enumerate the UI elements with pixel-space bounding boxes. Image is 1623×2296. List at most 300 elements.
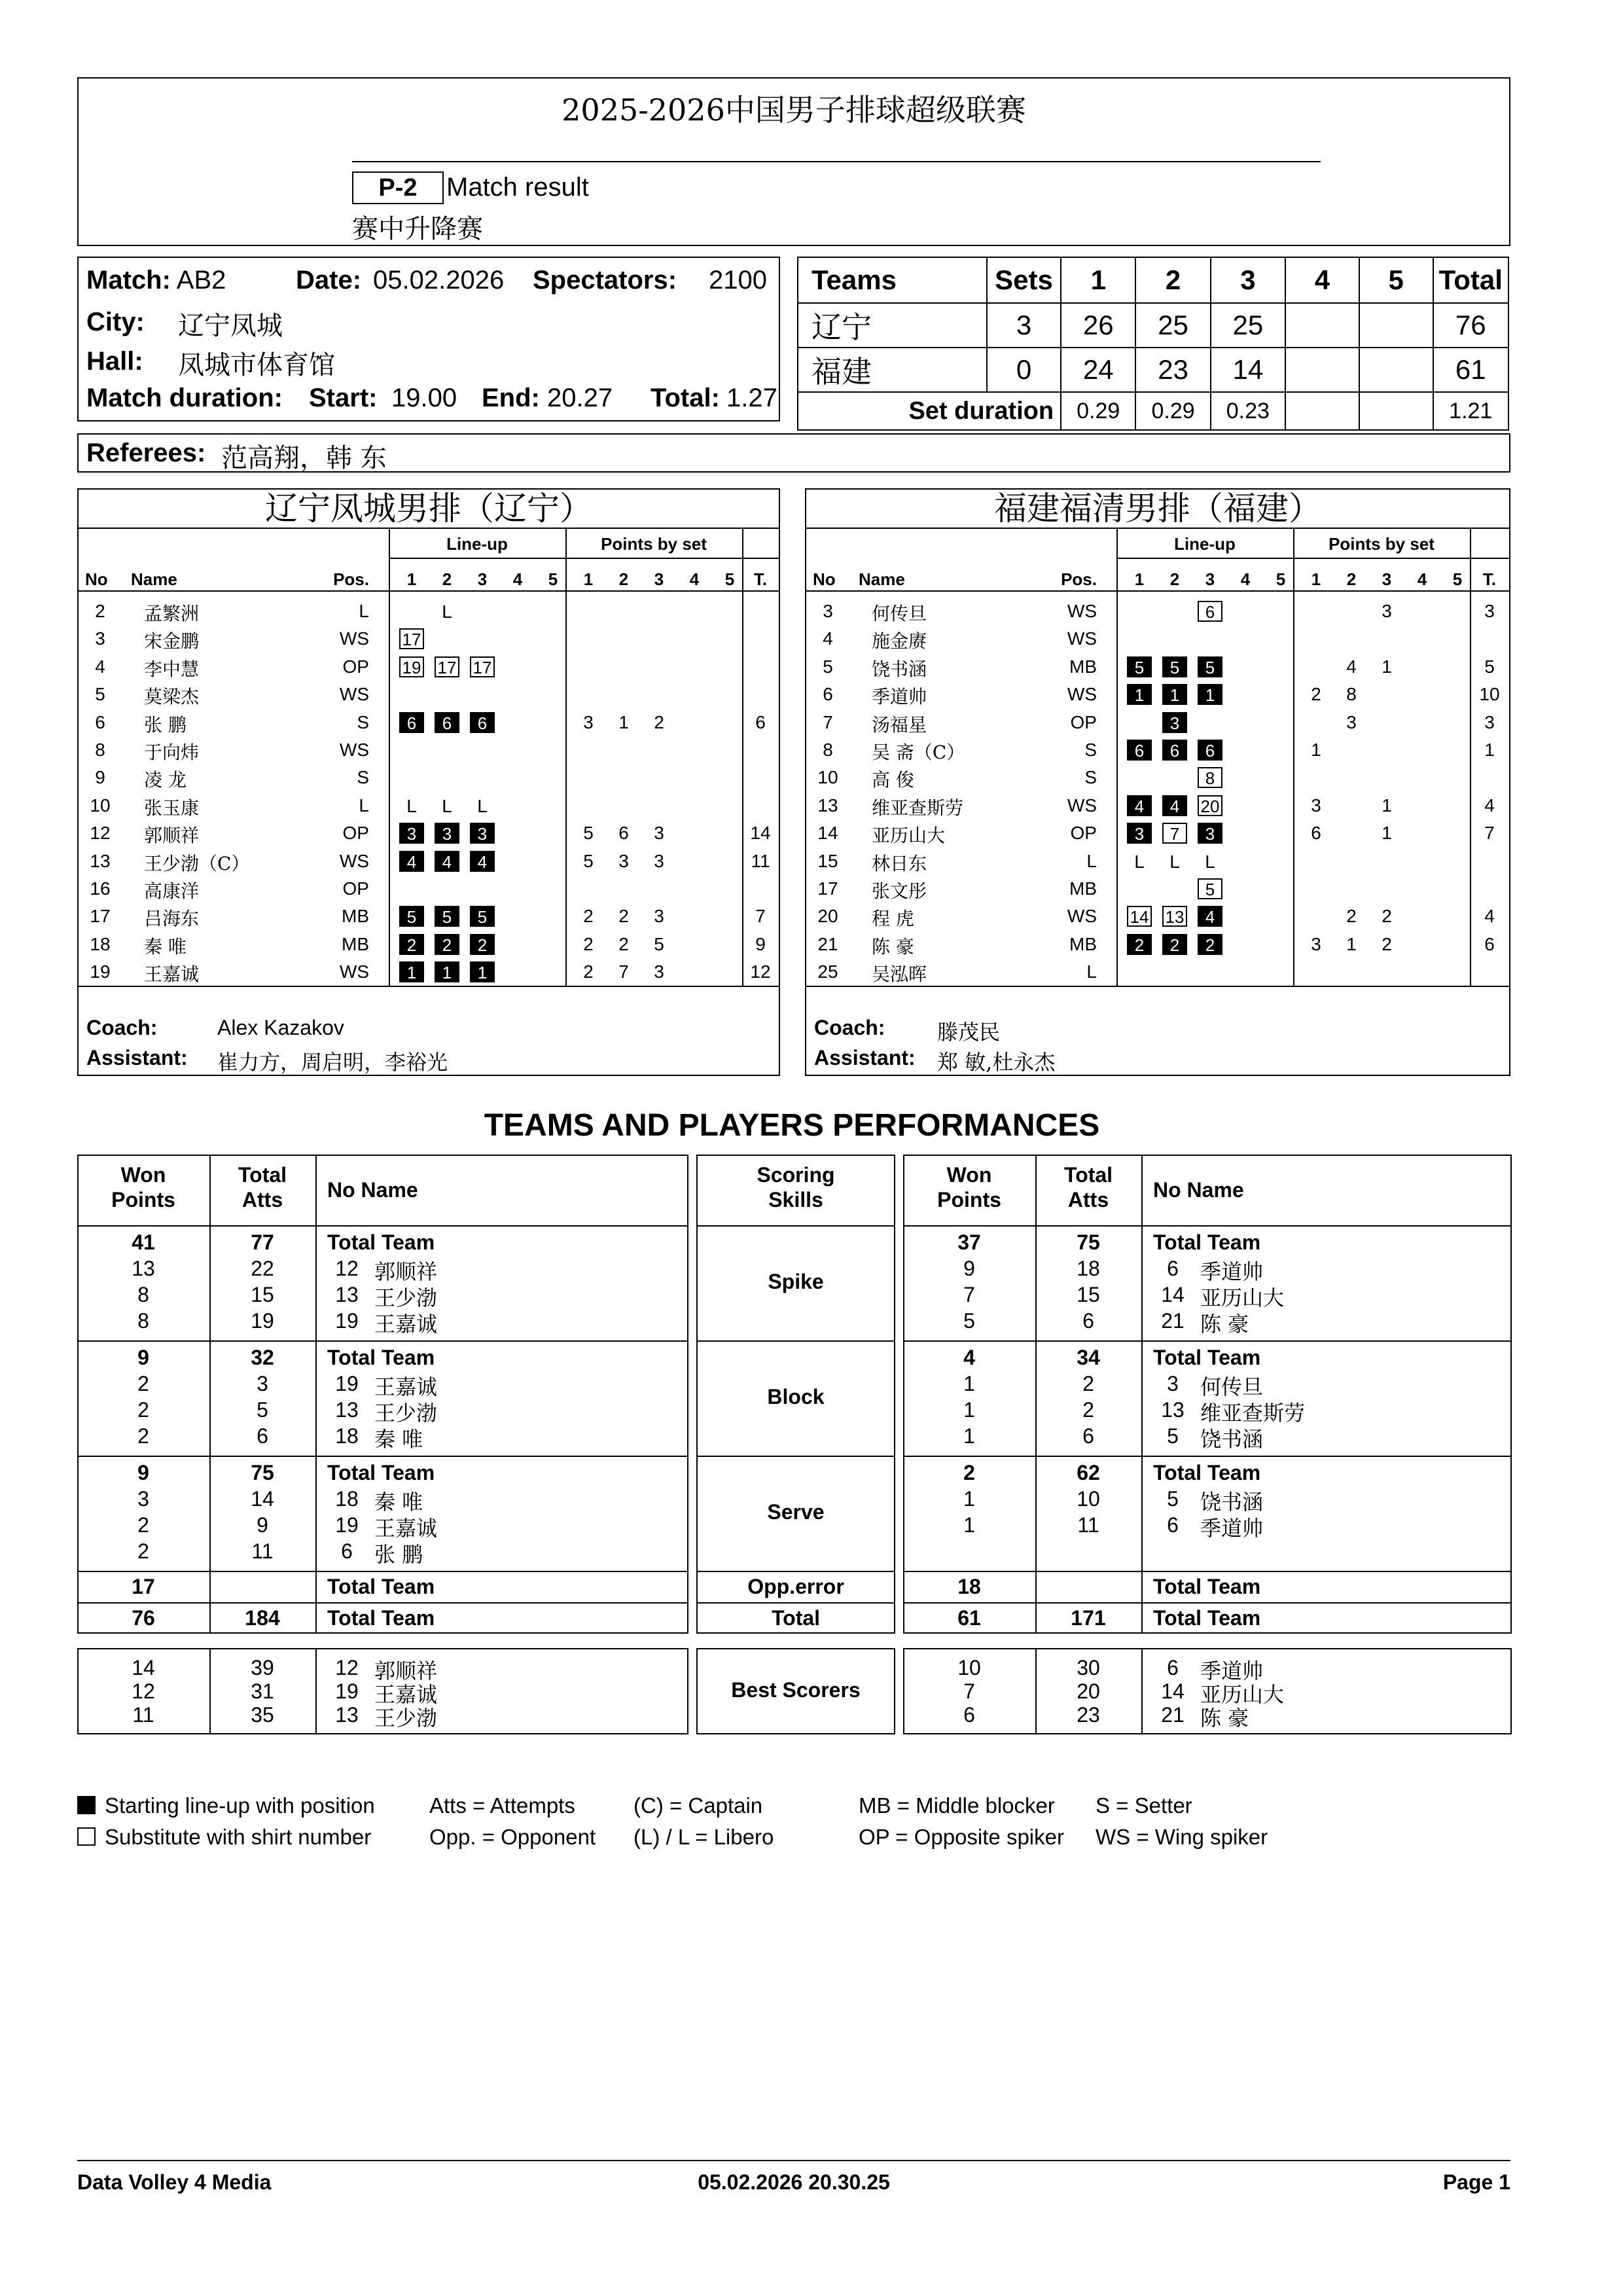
won-points-header-away: Won Points bbox=[937, 1163, 1001, 1211]
set-points: 2 bbox=[1382, 933, 1392, 954]
starting-lineup-position: 1 bbox=[399, 961, 424, 982]
total-team-label: Total Team bbox=[327, 1461, 435, 1484]
total-atts: 18 bbox=[1077, 1257, 1100, 1280]
hall-row bbox=[86, 347, 335, 380]
duration-row bbox=[86, 384, 777, 413]
player-number: 5 bbox=[1167, 1424, 1179, 1448]
lineup-set-header: 5 bbox=[1275, 569, 1286, 589]
player-number: 2 bbox=[95, 601, 105, 621]
total-team-label: Total Team bbox=[327, 1606, 435, 1630]
total-atts: 14 bbox=[251, 1487, 274, 1511]
total-atts: 31 bbox=[251, 1679, 274, 1703]
header-divider bbox=[389, 558, 779, 559]
won-points: 3 bbox=[137, 1487, 149, 1511]
player-position: WS bbox=[339, 684, 369, 705]
substitute-shirt-number: 6 bbox=[1198, 601, 1222, 622]
total-team-label: Total Team bbox=[1153, 1346, 1261, 1369]
won-points: 1 bbox=[963, 1372, 975, 1395]
score-row-home bbox=[798, 303, 1508, 348]
starting-lineup-position: 6 bbox=[435, 712, 459, 733]
substitute-shirt-number: 7 bbox=[1162, 823, 1187, 844]
row-divider bbox=[77, 1571, 688, 1572]
total-atts: 22 bbox=[251, 1257, 274, 1280]
total-points: 4 bbox=[1484, 795, 1495, 816]
referees-box bbox=[77, 433, 1510, 473]
won-points: 1 bbox=[963, 1398, 975, 1422]
player-number: 6 bbox=[1167, 1513, 1179, 1537]
won-points: 6 bbox=[963, 1703, 975, 1727]
score-s4 bbox=[1285, 303, 1359, 348]
legend-starting bbox=[77, 1793, 375, 1818]
set-duration: 1.21 bbox=[1433, 392, 1508, 430]
score-s2: 23 bbox=[1135, 348, 1210, 392]
column-divider bbox=[315, 1648, 317, 1734]
player-name: 施金赓 bbox=[872, 630, 927, 653]
libero-marker: L bbox=[406, 795, 417, 816]
team-b-title: 福建福清男排（福建） bbox=[806, 490, 1509, 529]
player-name: 张 鹏 bbox=[144, 713, 187, 736]
city-label: City: bbox=[86, 308, 145, 336]
legend-op: OP = Opposite spiker bbox=[859, 1825, 1064, 1849]
column-divider bbox=[1141, 1648, 1143, 1734]
player-name: 季道帅 bbox=[1200, 1259, 1264, 1284]
player-name: 程 虎 bbox=[872, 908, 914, 930]
player-position: WS bbox=[339, 961, 369, 982]
points-set-header: 1 bbox=[583, 569, 594, 589]
starting-lineup-position: 2 bbox=[399, 934, 424, 955]
won-points: 7 bbox=[963, 1283, 975, 1306]
player-name: 吴泓晖 bbox=[872, 963, 927, 986]
score-header-set3: 3 bbox=[1211, 257, 1285, 303]
team-b-box bbox=[805, 488, 1510, 1076]
skill-label: Block bbox=[767, 1385, 825, 1408]
total-skill-label: Total bbox=[771, 1606, 821, 1630]
player-number: 5 bbox=[95, 684, 105, 705]
player-position: OP bbox=[1070, 823, 1097, 844]
player-position: L bbox=[1086, 961, 1097, 982]
pos-header: Pos. bbox=[1061, 569, 1097, 589]
name-header: Name bbox=[131, 569, 177, 589]
starting-lineup-position: 5 bbox=[435, 906, 459, 927]
player-number: 14 bbox=[1161, 1283, 1185, 1306]
set-duration bbox=[1359, 392, 1433, 430]
referees-label: Referees: bbox=[86, 439, 206, 467]
match-row bbox=[86, 266, 774, 295]
match-info-box bbox=[77, 257, 780, 422]
set-points: 5 bbox=[583, 850, 594, 871]
score-header-set5: 5 bbox=[1359, 257, 1433, 303]
legend-captain: (C) = Captain bbox=[633, 1793, 763, 1818]
player-number: 10 bbox=[817, 767, 838, 788]
player-position: WS bbox=[1067, 601, 1097, 621]
total-points: 7 bbox=[755, 906, 766, 927]
won-points: 41 bbox=[132, 1230, 155, 1254]
player-number: 3 bbox=[1167, 1372, 1179, 1395]
starting-lineup-position: 1 bbox=[470, 961, 495, 982]
league-title: 2025-2026中国男子排球超级联赛 bbox=[562, 92, 1026, 128]
player-number: 13 bbox=[335, 1703, 359, 1727]
starting-lineup-position: 2 bbox=[470, 934, 495, 955]
player-number: 5 bbox=[823, 656, 833, 677]
match-value: AB2 bbox=[176, 266, 226, 295]
legend bbox=[77, 1793, 1510, 1865]
player-name: 王少渤 bbox=[374, 1706, 438, 1731]
player-name: 亚历山大 bbox=[1200, 1285, 1285, 1310]
won-points: 2 bbox=[963, 1461, 975, 1484]
player-number: 12 bbox=[335, 1656, 359, 1679]
best-scorers-label: Best Scorers bbox=[731, 1678, 861, 1702]
player-name: 张 鹏 bbox=[374, 1542, 423, 1567]
lineup-set-header: 1 bbox=[1134, 569, 1145, 589]
starting-lineup-position: 1 bbox=[435, 961, 459, 982]
total-points: 6 bbox=[755, 711, 766, 732]
total-points: 3 bbox=[1484, 711, 1495, 732]
starting-lineup-position: 6 bbox=[470, 712, 495, 733]
code-badge bbox=[352, 171, 444, 204]
starting-lineup-position: 6 bbox=[1162, 740, 1187, 761]
no-name-header-away: No Name bbox=[1153, 1178, 1244, 1202]
player-position: S bbox=[357, 767, 369, 788]
player-number: 13 bbox=[335, 1398, 359, 1422]
row-divider bbox=[903, 1340, 1512, 1342]
lineup-header: Line-up bbox=[1174, 534, 1236, 554]
libero-marker: L bbox=[1205, 851, 1215, 872]
performances-title: TEAMS AND PLAYERS PERFORMANCES bbox=[484, 1108, 1100, 1143]
won-points: 13 bbox=[132, 1257, 155, 1280]
substitute-shirt-number: 17 bbox=[399, 628, 424, 649]
total-atts: 2 bbox=[1082, 1372, 1094, 1395]
player-name: 秦 唯 bbox=[144, 935, 187, 958]
total-points: 7 bbox=[1484, 823, 1495, 844]
hall-value: 凤城市体育馆 bbox=[178, 350, 335, 380]
player-position: L bbox=[1086, 850, 1097, 871]
set-points: 2 bbox=[654, 711, 664, 732]
points-set-header: 2 bbox=[1346, 569, 1357, 589]
player-number: 13 bbox=[817, 795, 838, 816]
won-points: 8 bbox=[137, 1283, 149, 1306]
score-header-set1: 1 bbox=[1061, 257, 1135, 303]
lineup-set-header: 3 bbox=[477, 569, 488, 589]
spectators-label: Spectators: bbox=[533, 266, 677, 295]
points-set-header: 5 bbox=[724, 569, 735, 589]
total-atts: 39 bbox=[251, 1656, 274, 1679]
team-b-coach-row bbox=[814, 1016, 1001, 1045]
score-team: 辽宁 bbox=[798, 303, 987, 348]
player-number: 7 bbox=[823, 711, 833, 732]
team-a-coach-row bbox=[86, 1016, 344, 1040]
won-points: 14 bbox=[132, 1656, 155, 1679]
won-points: 9 bbox=[963, 1257, 975, 1280]
phase: 赛中升降赛 bbox=[352, 214, 483, 244]
substitute-square-icon bbox=[77, 1827, 96, 1846]
total-points: 14 bbox=[750, 823, 771, 844]
player-name: 王嘉诚 bbox=[374, 1374, 438, 1399]
score-s1: 26 bbox=[1061, 303, 1135, 348]
total-label: Total: bbox=[651, 384, 720, 412]
total-team-label: Total Team bbox=[327, 1230, 435, 1254]
team-a-box bbox=[77, 488, 780, 1076]
skill-label: Spike bbox=[768, 1270, 824, 1293]
total-atts-header-home: Total Atts bbox=[238, 1163, 287, 1211]
player-number: 4 bbox=[823, 628, 833, 649]
player-position: OP bbox=[342, 878, 369, 899]
player-name: 秦 唯 bbox=[374, 1427, 423, 1452]
score-header-sets: Sets bbox=[987, 257, 1061, 303]
legend-mb: MB = Middle blocker bbox=[859, 1793, 1055, 1818]
total-atts: 62 bbox=[1077, 1461, 1100, 1484]
points-set-header: 4 bbox=[689, 569, 700, 589]
score-table bbox=[797, 257, 1509, 431]
city-value: 辽宁凤城 bbox=[178, 311, 283, 341]
player-name: 高 俊 bbox=[872, 769, 914, 791]
end-label: End: bbox=[482, 384, 540, 412]
starting-lineup-position: 6 bbox=[1127, 740, 1152, 761]
assistant-value: 郑 敏,杜永杰 bbox=[937, 1050, 1056, 1075]
lineup-set-header: 4 bbox=[1240, 569, 1251, 589]
total-points: 12 bbox=[750, 961, 771, 982]
set-duration bbox=[1285, 392, 1359, 430]
player-name: 吕海东 bbox=[144, 908, 200, 930]
starting-square-icon bbox=[77, 1796, 96, 1814]
player-number: 25 bbox=[817, 961, 838, 982]
total-points: 11 bbox=[751, 850, 770, 871]
set-points: 2 bbox=[583, 933, 594, 954]
total-team-label: Total Team bbox=[1153, 1230, 1261, 1254]
set-points: 3 bbox=[583, 711, 594, 732]
total-atts: 30 bbox=[1077, 1656, 1100, 1679]
won-points: 37 bbox=[957, 1230, 981, 1254]
substitute-shirt-number: 17 bbox=[470, 656, 495, 677]
player-name: 汤福星 bbox=[872, 713, 927, 736]
set-duration: 0.23 bbox=[1211, 392, 1285, 430]
hall-label: Hall: bbox=[86, 347, 143, 376]
set-points: 2 bbox=[583, 906, 594, 927]
player-name: 于向炜 bbox=[144, 742, 200, 763]
won-points: 9 bbox=[137, 1461, 149, 1484]
player-number: 3 bbox=[823, 601, 833, 621]
won-points: 9 bbox=[137, 1346, 149, 1369]
lineup-set-header: 3 bbox=[1205, 569, 1215, 589]
set-points: 2 bbox=[618, 933, 629, 954]
legend-atts: Atts = Attempts bbox=[429, 1793, 575, 1818]
score-sets: 3 bbox=[987, 303, 1061, 348]
total-atts: 171 bbox=[1071, 1606, 1106, 1630]
row-divider bbox=[696, 1571, 895, 1572]
player-name: 王嘉诚 bbox=[374, 1312, 438, 1336]
libero-marker: L bbox=[442, 795, 452, 816]
opp-error-skill-label: Opp.error bbox=[747, 1575, 844, 1598]
won-points: 2 bbox=[137, 1424, 149, 1448]
match-label: Match: bbox=[86, 266, 171, 295]
starting-lineup-position: 1 bbox=[1198, 684, 1222, 705]
total-atts: 3 bbox=[257, 1372, 268, 1395]
total-atts: 11 bbox=[1077, 1513, 1099, 1537]
player-number: 6 bbox=[95, 711, 105, 732]
total-atts: 10 bbox=[1077, 1487, 1100, 1511]
coach-value: 滕茂民 bbox=[937, 1020, 1001, 1045]
end-value: 20.27 bbox=[547, 384, 613, 412]
scoring-skills-header: Scoring Skills bbox=[757, 1163, 835, 1211]
starting-lineup-position: 6 bbox=[1198, 740, 1222, 761]
starting-lineup-position: 4 bbox=[1198, 906, 1222, 927]
player-name: 王嘉诚 bbox=[144, 963, 200, 986]
total-atts: 35 bbox=[251, 1703, 274, 1727]
score-total: 61 bbox=[1433, 348, 1508, 392]
player-number: 12 bbox=[90, 823, 111, 844]
starting-lineup-position: 6 bbox=[399, 712, 424, 733]
player-name: 陈 豪 bbox=[1200, 1706, 1249, 1731]
player-number: 8 bbox=[823, 740, 833, 760]
total-atts: 75 bbox=[1077, 1230, 1100, 1254]
won-points: 1 bbox=[963, 1487, 975, 1511]
player-number: 17 bbox=[90, 906, 111, 927]
points-set-header: 5 bbox=[1452, 569, 1463, 589]
score-header-teams: Teams bbox=[798, 257, 987, 303]
player-name: 孟繁洲 bbox=[144, 603, 200, 624]
starting-lineup-position: 3 bbox=[1198, 823, 1222, 844]
player-position: OP bbox=[1070, 711, 1097, 732]
set-points: 1 bbox=[1382, 823, 1392, 844]
player-name: 季道帅 bbox=[872, 686, 927, 708]
libero-marker: L bbox=[1134, 851, 1145, 872]
player-number: 19 bbox=[335, 1679, 359, 1703]
score-s5 bbox=[1359, 303, 1433, 348]
player-name: 郭顺祥 bbox=[374, 1259, 438, 1284]
player-name: 饶书涵 bbox=[1200, 1490, 1264, 1515]
player-number: 18 bbox=[90, 933, 111, 954]
player-number: 18 bbox=[335, 1487, 359, 1511]
set-points: 2 bbox=[583, 961, 594, 982]
coach-label: Coach: bbox=[86, 1016, 158, 1039]
t-header: T. bbox=[1482, 569, 1497, 589]
set-points: 8 bbox=[1346, 684, 1357, 705]
total-atts: 9 bbox=[257, 1513, 268, 1537]
lineup-set-header: 2 bbox=[442, 569, 452, 589]
won-points: 12 bbox=[132, 1679, 155, 1703]
player-position: WS bbox=[339, 740, 369, 760]
starting-lineup-position: 5 bbox=[1198, 656, 1222, 677]
player-name: 王少渤 bbox=[374, 1285, 438, 1310]
player-name: 吴 斋（C） bbox=[872, 742, 965, 763]
player-name: 王少渤 bbox=[374, 1401, 438, 1426]
set-points: 4 bbox=[1346, 656, 1357, 677]
set-points: 1 bbox=[1346, 933, 1357, 954]
row-divider bbox=[77, 1225, 688, 1227]
set-points: 2 bbox=[1382, 906, 1392, 927]
player-position: WS bbox=[339, 628, 369, 649]
set-points: 1 bbox=[1311, 740, 1321, 760]
player-name: 维亚查斯劳 bbox=[872, 797, 964, 819]
starting-lineup-position: 3 bbox=[399, 823, 424, 844]
legend-substitute-text: Substitute with shirt number bbox=[105, 1825, 372, 1849]
libero-marker: L bbox=[1169, 851, 1180, 872]
substitute-shirt-number: 19 bbox=[399, 656, 424, 677]
score-s5 bbox=[1359, 348, 1433, 392]
player-name: 何传旦 bbox=[1200, 1374, 1264, 1399]
total-value: 1.27 bbox=[726, 384, 777, 412]
player-number: 6 bbox=[1167, 1257, 1179, 1280]
player-position: WS bbox=[1067, 795, 1097, 816]
set-points: 3 bbox=[618, 850, 629, 871]
won-points: 18 bbox=[957, 1575, 981, 1598]
player-name: 饶书涵 bbox=[872, 658, 927, 680]
player-name: 宋金鹏 bbox=[144, 630, 200, 653]
player-position: OP bbox=[342, 823, 369, 844]
player-number: 3 bbox=[95, 628, 105, 649]
set-points: 1 bbox=[618, 711, 629, 732]
total-atts-header-away: Total Atts bbox=[1063, 1163, 1113, 1211]
total-points: 1 bbox=[1484, 740, 1495, 760]
total-points: 5 bbox=[1484, 656, 1495, 677]
total-atts: 77 bbox=[251, 1230, 274, 1254]
won-points: 7 bbox=[963, 1679, 975, 1703]
player-number: 14 bbox=[1161, 1679, 1185, 1703]
player-number: 21 bbox=[1161, 1703, 1185, 1727]
team-a-assistant-row bbox=[86, 1046, 448, 1075]
row-divider bbox=[903, 1602, 1512, 1604]
won-points: 17 bbox=[132, 1575, 155, 1598]
won-points: 5 bbox=[963, 1309, 975, 1333]
player-number: 17 bbox=[817, 878, 838, 899]
starting-lineup-position: 4 bbox=[1127, 795, 1152, 816]
points-set-header: 2 bbox=[618, 569, 629, 589]
total-atts: 32 bbox=[251, 1346, 274, 1369]
total-atts: 5 bbox=[257, 1398, 268, 1422]
won-points: 10 bbox=[957, 1656, 981, 1679]
won-points: 61 bbox=[957, 1606, 981, 1630]
row-divider bbox=[77, 1456, 688, 1457]
row-divider bbox=[903, 1456, 1512, 1457]
player-position: OP bbox=[342, 656, 369, 677]
skill-label: Serve bbox=[767, 1500, 825, 1524]
total-team-label: Total Team bbox=[327, 1346, 435, 1369]
doc-type: Match result bbox=[446, 173, 589, 202]
substitute-shirt-number: 17 bbox=[435, 656, 459, 677]
player-number: 13 bbox=[335, 1283, 359, 1306]
total-atts: 19 bbox=[251, 1309, 274, 1333]
city-row bbox=[86, 308, 283, 341]
player-name: 亚历山大 bbox=[1200, 1682, 1285, 1707]
won-points: 76 bbox=[132, 1606, 155, 1630]
set-points: 5 bbox=[583, 823, 594, 844]
total-points: 4 bbox=[1484, 906, 1495, 927]
no-header: No bbox=[85, 569, 108, 589]
player-number: 10 bbox=[90, 795, 111, 816]
score-s3: 25 bbox=[1211, 303, 1285, 348]
row-divider bbox=[77, 1340, 688, 1342]
player-number: 19 bbox=[335, 1513, 359, 1537]
total-atts: 184 bbox=[245, 1606, 280, 1630]
starting-lineup-position: 3 bbox=[435, 823, 459, 844]
referees-value: 范高翔，韩 东 bbox=[221, 443, 387, 473]
start-value: 19.00 bbox=[391, 384, 457, 412]
starting-lineup-position: 4 bbox=[1162, 795, 1187, 816]
player-position: WS bbox=[1067, 906, 1097, 927]
score-s2: 25 bbox=[1135, 303, 1210, 348]
starting-lineup-position: 2 bbox=[435, 934, 459, 955]
score-team: 福建 bbox=[798, 348, 987, 392]
starting-lineup-position: 5 bbox=[399, 906, 424, 927]
starting-lineup-position: 4 bbox=[470, 851, 495, 872]
header-divider bbox=[1116, 558, 1509, 559]
player-name: 高康洋 bbox=[144, 880, 200, 902]
starting-lineup-position: 4 bbox=[435, 851, 459, 872]
player-name: 王嘉诚 bbox=[374, 1682, 438, 1707]
total-atts: 6 bbox=[257, 1424, 268, 1448]
won-points: 1 bbox=[963, 1513, 975, 1537]
score-row-away bbox=[798, 348, 1508, 392]
set-points: 1 bbox=[1382, 656, 1392, 677]
